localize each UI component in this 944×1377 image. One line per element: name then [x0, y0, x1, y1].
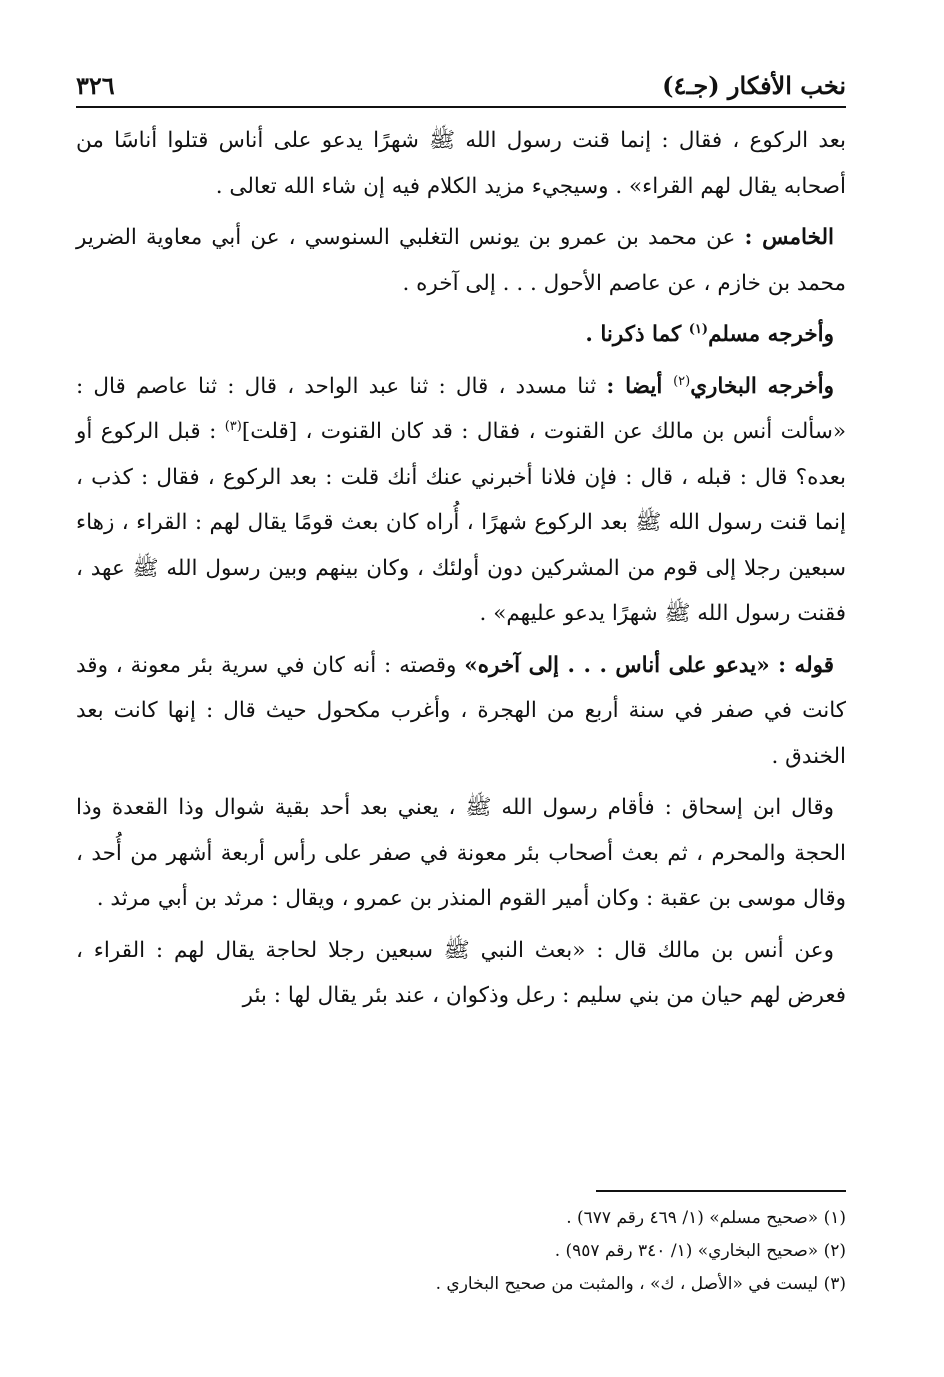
footnote-3: (٣) ليست في «الأصل ، ك» ، والمثبت من صحيح البخاري .	[435, 1274, 846, 1294]
footnote-2: (٢) «صحيح البخاري» (١/ ٣٤٠ رقم ٩٥٧) .	[554, 1241, 846, 1261]
footnotes	[76, 1202, 846, 1301]
paragraph-5-lead: قوله : «يدعو على أناس . . . إلى آخره»	[464, 652, 834, 678]
paragraph-5-text: وقصته : أنه كان في سرية بئر معونة ، وقد كانت في صفر في سنة أربع من الهجرة ، وأغرب مكحول حيث قال : إنها كانت بعد الخندق .	[76, 652, 846, 769]
paragraph-7-text: وعن أنس بن مالك قال : «بعث النبي ﷺ سبعين رجلا لحاجة يقال لهم : القراء ، فعرض لهم حيان من بني سليم : رعل وذكوان ، عند بئر يقال لها : بئر	[76, 937, 846, 1008]
paragraph-3-text: كما ذكرنا .	[585, 322, 689, 347]
footnote-ref-3: (٣)	[224, 418, 242, 434]
page-header	[76, 60, 846, 100]
paragraph-2	[76, 215, 846, 306]
paragraph-1	[76, 118, 846, 209]
footnote-ref-2: (٢)	[673, 373, 691, 389]
paragraph-4-text-2: : قبل الركوع أو بعده؟ قال : قبله ، قال : فإن فلانا أخبرني عنك أنك قلت : بعد الركوع ، فقال : كذب ، إنما قنت رسول الله ﷺ بعد الركوع شهرًا ، أُراه كان بعث قومًا يقال لهم : القراء ، زهاء سبعين رجلا إلى قوم من المشركين دون أولئك ، وكان بينهم وبين رسول الله ﷺ عهد ، فقنت رسول الله ﷺ شهرًا يدعو عليهم» .	[76, 419, 846, 626]
main-text	[76, 118, 846, 1025]
footnote-1: (١) «صحيح مسلم» (١/ ٤٦٩ رقم ٦٧٧) .	[566, 1208, 846, 1228]
paragraph-4-lead: وأخرجه البخاري	[690, 373, 834, 399]
paragraph-5	[76, 643, 846, 780]
book-title: نخب الأفكار (جـ٤)	[662, 71, 846, 100]
footnote-rule	[596, 1190, 846, 1192]
page-number: ٣٢٦	[76, 71, 115, 100]
paragraph-4-lead-2: أيضا :	[606, 373, 674, 399]
header-rule	[76, 106, 846, 108]
paragraph-3	[76, 312, 846, 358]
paragraph-2-lead: الخامس :	[744, 225, 834, 250]
paragraph-6-text: وقال ابن إسحاق : فأقام رسول الله ﷺ ، يعني بعد أحد بقية شوال وذا القعدة وذا الحجة والمحرم ، ثم بعث أصحاب بئر معونة في صفر على رأس أربعة أشهر من أُحد ، وقال موسى بن عقبة : وكان أمير القوم المنذر بن عمرو ، ويقال : مرثد بن أبي مرثد .	[76, 795, 846, 911]
paragraph-3-lead: وأخرجه مسلم	[708, 322, 834, 347]
paragraph-2-text: عن محمد بن عمرو بن يونس التغلبي السنوسي ، عن أبي معاوية الضرير محمد بن خازم ، عن عاصم الأحول . . . إلى آخره .	[76, 225, 846, 296]
paragraph-6	[76, 785, 846, 922]
paragraph-4	[76, 364, 846, 637]
footnote-ref-1: (١)	[688, 321, 709, 337]
paragraph-7	[76, 928, 846, 1019]
paragraph-1-text: بعد الركوع ، فقال : إنما قنت رسول الله ﷺ شهرًا يدعو على أناس قتلوا أناسًا من أصحابه يقال لهم القراء» . وسيجيء مزيد الكلام فيه إن شاء الله تعالى .	[76, 128, 846, 199]
paragraph-4-text-1: ثنا مسدد ، قال : ثنا عبد الواحد ، قال : ثنا عاصم قال : «سألت أنس بن مالك عن القنوت ، فقال : قد كان القنوت ، [قلت]	[76, 373, 846, 444]
